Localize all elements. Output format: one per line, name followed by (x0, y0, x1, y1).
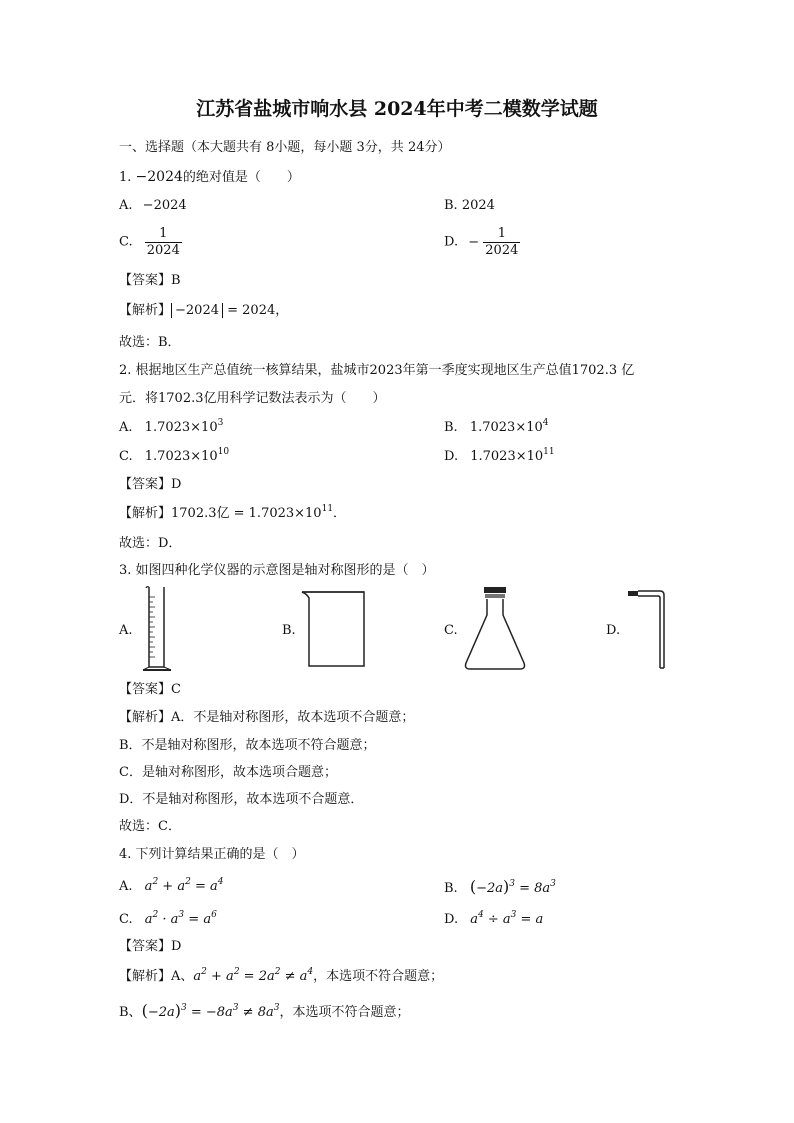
answer: 【答案】C (119, 682, 181, 697)
answer: 【答案】D (119, 939, 182, 954)
option-label: D. (444, 234, 459, 250)
analysis-line: B．不是轴对称图形，故本选项不符合题意； (119, 738, 376, 753)
option-d-label[interactable]: D. (606, 623, 621, 638)
option-c[interactable] (119, 911, 217, 929)
option-a[interactable] (119, 878, 223, 896)
option-c-label[interactable]: C. (444, 623, 458, 638)
option-value: 1.7023×10 (469, 420, 543, 435)
option-b[interactable] (444, 197, 495, 215)
denominator: 2024 (485, 243, 519, 258)
analysis-label: B、 (119, 1005, 142, 1020)
option-c[interactable] (119, 448, 229, 466)
option-a[interactable] (119, 419, 223, 437)
exponent: 11 (321, 504, 334, 514)
analysis-text: ，本选项不符合题意； (279, 1005, 410, 1020)
option-label: D. (444, 449, 459, 464)
numerator: 1 (145, 226, 182, 243)
option-label: C. (119, 234, 133, 250)
answer: 【答案】B (119, 273, 181, 288)
math-expression: $a^2 + a^2 = a^4$ (144, 877, 224, 894)
option-a-label[interactable]: A. (119, 623, 133, 638)
exponent: 11 (543, 447, 555, 457)
option-a[interactable] (119, 197, 187, 215)
question-2-stem-line1: 2. 根据地区生产总值统一核算结果，盐城市2023年第一季度实现地区生产总值1702.3 亿 (119, 363, 635, 378)
question-2-stem-line2: 元．将1702.3亿用科学记数法表示为（ ） (119, 391, 386, 406)
option-label: A. (119, 879, 133, 894)
absolute-value: −2024 (171, 303, 223, 318)
conclusion: 故选：B． (119, 335, 181, 350)
graduated-cylinder-icon (140, 585, 174, 675)
math-expression: $a^2 + a^2 = 2a^2 \ne a^4$ (193, 967, 314, 984)
exponent: 3 (217, 418, 224, 428)
exponent: 4 (542, 418, 549, 428)
analysis (119, 302, 288, 320)
option-label: B. (444, 881, 458, 896)
conical-flask-icon (462, 585, 528, 675)
analysis-line: C．是轴对称图形，故本选项合题意； (119, 765, 337, 780)
math-expression: $a^2 \cdot a^3 = a^6$ (144, 910, 217, 927)
option-label: A. (119, 198, 133, 213)
option-b[interactable] (444, 878, 556, 898)
option-value: −2024 (142, 198, 187, 213)
question-1-stem (119, 168, 300, 187)
math-expression: $a^4 \div a^3 = a$ (470, 910, 544, 927)
beaker-icon (300, 588, 370, 670)
fraction (145, 226, 182, 259)
analysis (119, 1002, 409, 1022)
minus-sign: − (468, 234, 480, 250)
question-3-stem: 3. 如图四种化学仪器的示意图是轴对称图形的是（ ） (119, 563, 435, 578)
option-label: A. (119, 420, 133, 435)
analysis-label: 【解析】 (119, 506, 172, 521)
analysis (119, 968, 443, 986)
analysis-line: 【解析】A．不是轴对称图形，故本选项不合题意； (119, 710, 415, 725)
analysis-line: D．不是轴对称图形，故本选项不合题意． (119, 792, 364, 807)
option-b[interactable] (444, 419, 548, 437)
option-label: D. (444, 912, 459, 927)
question-number: 1. (119, 170, 132, 185)
question-text: 的绝对值是（ ） (182, 170, 300, 185)
conclusion: 故选：D． (119, 536, 182, 551)
option-value: 1.7023×10 (470, 449, 544, 464)
math-expression: $(-2a)^3 = 8a^3$ (469, 877, 556, 896)
option-label: B. (444, 420, 458, 435)
analysis-text: = 2024， (227, 303, 289, 318)
option-d[interactable] (444, 911, 543, 929)
option-d[interactable] (444, 226, 520, 259)
option-value: 2024 (461, 198, 495, 213)
bent-tube-icon (626, 588, 668, 672)
analysis-text: ，本选项不符合题意； (313, 969, 444, 984)
analysis-label: 【解析】 (119, 303, 172, 318)
option-d[interactable] (444, 448, 555, 466)
option-c[interactable] (119, 226, 182, 259)
option-label: B. (444, 198, 458, 213)
conclusion: 故选：C． (119, 819, 181, 834)
answer: 【答案】D (119, 477, 182, 492)
option-value: 1.7023×10 (144, 449, 218, 464)
analysis-text: 1702.3亿 = 1.7023×10 (171, 506, 322, 521)
question-4-stem: 4. 下列计算结果正确的是（ ） (119, 847, 305, 862)
page-title: 江苏省盐城市响水县 2024年中考二模数学试题 (196, 98, 598, 120)
analysis (119, 505, 346, 523)
math-expression: $(-2a)^3 = -8a^3 \ne 8a^3$ (141, 1001, 280, 1020)
numerator: 1 (483, 226, 520, 243)
exponent: 10 (217, 447, 230, 457)
analysis-end: ． (333, 506, 347, 521)
option-label: C. (119, 449, 133, 464)
analysis-label: 【解析】A、 (119, 969, 194, 984)
fraction (483, 226, 520, 259)
option-value: 1.7023×10 (144, 420, 218, 435)
math-expression: −2024 (135, 169, 183, 185)
option-b-label[interactable]: B. (282, 623, 296, 638)
denominator: 2024 (146, 243, 180, 258)
option-label: C. (119, 912, 133, 927)
section-heading: 一、选择题（本大题共有 8小题，每小题 3分，共 24分） (119, 140, 451, 155)
